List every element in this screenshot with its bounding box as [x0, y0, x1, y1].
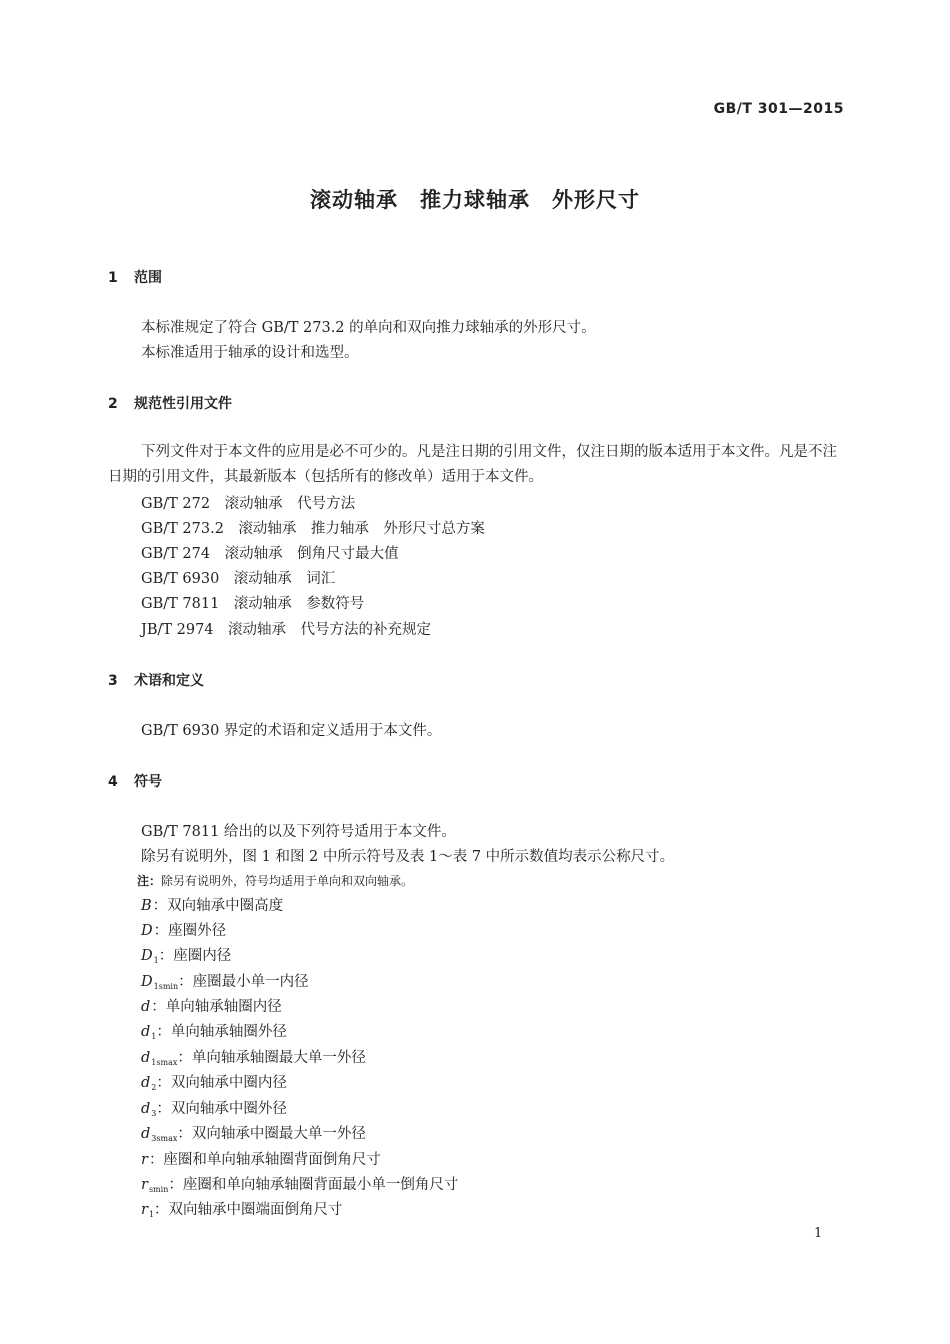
reference-item: GB/T 7811 滚动轴承 参数符号 — [141, 596, 365, 612]
symbol-item — [141, 1173, 458, 1194]
symbol-description: ：双向轴承中圈最大单一外径 — [177, 1126, 366, 1142]
symbol-item — [141, 1020, 287, 1041]
section-number: 3 — [108, 673, 118, 689]
symbol-item — [141, 1122, 366, 1143]
symbol: D — [141, 923, 153, 939]
symbol-item — [141, 995, 282, 1016]
reference-item: GB/T 272 滚动轴承 代号方法 — [141, 496, 356, 512]
section-title: 符号 — [134, 774, 162, 790]
symbol-subscript: 1 — [153, 956, 159, 965]
symbol: r — [141, 1202, 148, 1218]
symbol-description: ：座圈最小单一内径 — [178, 974, 309, 990]
section-4-heading — [108, 771, 162, 791]
symbol-description: ：双向轴承中圈端面倒角尺寸 — [154, 1202, 343, 1218]
symbol: d — [141, 1024, 151, 1040]
section-2-heading — [108, 393, 232, 413]
symbol-subscript: 1smin — [153, 982, 179, 991]
section-title: 范围 — [134, 270, 162, 286]
paragraph: GB/T 7811 给出的以及下列符号适用于本文件。 — [141, 824, 456, 840]
paragraph: GB/T 6930 界定的术语和定义适用于本文件。 — [141, 723, 442, 739]
reference-item: GB/T 273.2 滚动轴承 推力轴承 外形尺寸总方案 — [141, 521, 485, 537]
symbol-item — [141, 1071, 287, 1092]
symbol-subscript: 1 — [151, 1032, 157, 1041]
symbol: B — [141, 898, 152, 914]
symbol-item — [141, 1097, 287, 1118]
symbol-item — [141, 970, 309, 991]
symbol: d — [141, 1126, 151, 1142]
symbol-item — [141, 1046, 366, 1067]
section-title: 规范性引用文件 — [134, 396, 232, 412]
symbol-item — [141, 1148, 381, 1169]
paragraph: 除另有说明外，图 1 和图 2 中所示符号及表 1～表 7 中所示数值均表示公称尺寸。 — [141, 849, 675, 865]
paragraph: 下列文件对于本文件的应用是必不可少的。凡是注日期的引用文件，仅注日期的版本适用于本文件。凡是不注日期的引用文件，其最新版本（包括所有的修改单）适用于本文件。 — [108, 444, 837, 485]
symbol-description: ：双向轴承中圈外径 — [156, 1101, 287, 1117]
symbol: r — [141, 1152, 148, 1168]
reference-item: JB/T 2974 滚动轴承 代号方法的补充规定 — [141, 622, 432, 638]
symbol-description: ：单向轴承轴圈外径 — [156, 1024, 287, 1040]
symbol: D — [141, 948, 153, 964]
document-title: 滚动轴承 推力球轴承 外形尺寸 — [310, 188, 640, 212]
symbol-description: ：单向轴承轴圈最大单一外径 — [177, 1050, 366, 1066]
symbol-subscript: 1smax — [151, 1058, 178, 1067]
section-3-heading — [108, 670, 204, 690]
symbol-subscript: 3 — [151, 1109, 157, 1118]
section-number: 2 — [108, 396, 118, 412]
section-title: 术语和定义 — [134, 673, 204, 689]
symbol-description: ：座圈和单向轴承轴圈背面倒角尺寸 — [148, 1152, 381, 1168]
symbol-subscript: 2 — [151, 1083, 157, 1092]
symbol-item — [141, 894, 283, 915]
symbol-item — [141, 1198, 343, 1219]
symbol: d — [141, 1101, 151, 1117]
section-number: 1 — [108, 270, 118, 286]
symbol-subscript: smin — [148, 1185, 169, 1194]
symbol: d — [141, 999, 151, 1015]
symbol: d — [141, 1050, 151, 1066]
note-label: 注： — [137, 874, 162, 888]
note — [137, 872, 413, 889]
paragraph: 本标准适用于轴承的设计和选型。 — [141, 345, 359, 361]
standard-code: GB/T 301—2015 — [713, 101, 844, 117]
section-1-heading — [108, 267, 162, 287]
symbol-item — [141, 944, 231, 965]
symbol-description: ：双向轴承中圈高度 — [152, 898, 284, 914]
symbol-subscript: 3smax — [151, 1134, 178, 1143]
paragraph: 本标准规定了符合 GB/T 273.2 的单向和双向推力球轴承的外形尺寸。 — [141, 320, 596, 336]
symbol-description: ：座圈外径 — [153, 923, 227, 939]
symbol-item — [141, 919, 226, 940]
reference-item: GB/T 6930 滚动轴承 词汇 — [141, 571, 336, 587]
symbol: d — [141, 1075, 151, 1091]
symbol-description: ：双向轴承中圈内径 — [156, 1075, 287, 1091]
symbol-subscript: 1 — [148, 1210, 155, 1219]
symbol-description: ：单向轴承轴圈内径 — [151, 999, 282, 1015]
reference-item: GB/T 274 滚动轴承 倒角尺寸最大值 — [141, 546, 399, 562]
section-number: 4 — [108, 774, 118, 790]
symbol-description: ：座圈内径 — [158, 948, 232, 964]
note-text: 除另有说明外，符号均适用于单向和双向轴承。 — [161, 874, 414, 888]
page-number: 1 — [814, 1226, 823, 1241]
symbol-description: ：座圈和单向轴承轴圈背面最小单一倒角尺寸 — [168, 1177, 459, 1193]
symbol: r — [141, 1177, 148, 1193]
symbol: D — [141, 974, 153, 990]
